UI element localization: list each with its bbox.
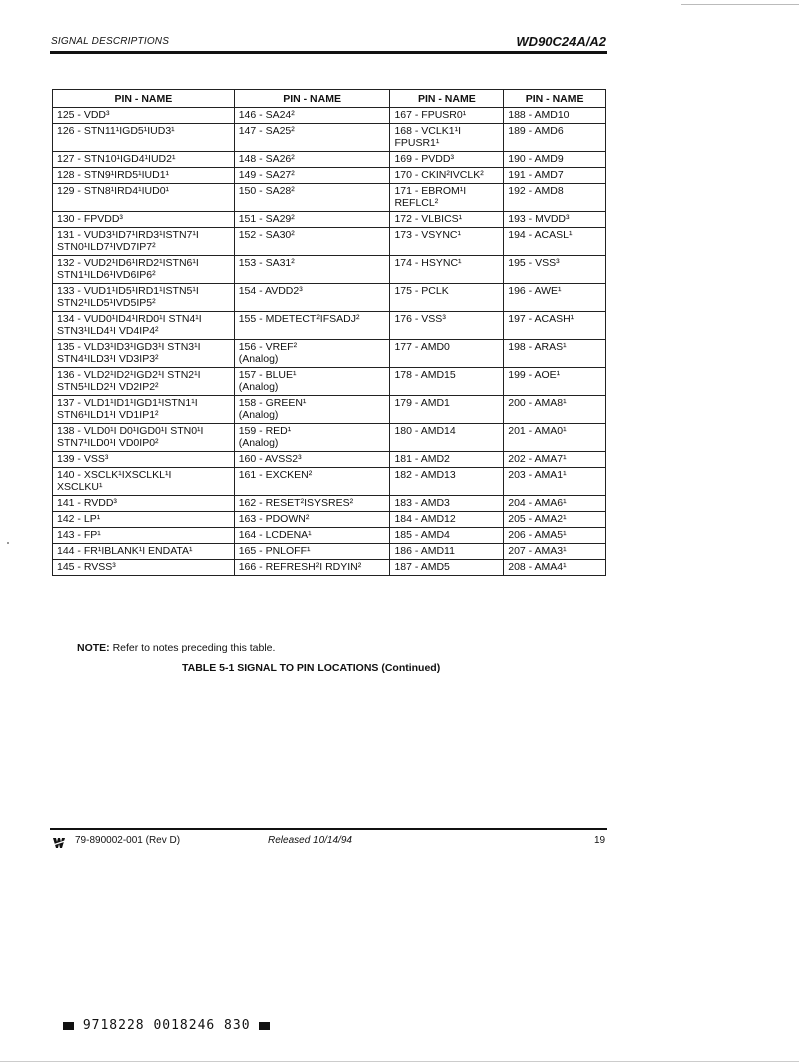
scan-artifact-line — [681, 4, 799, 5]
pin-cell: 127 - STN10¹IGD4¹IUD2¹ — [53, 152, 235, 168]
pin-cell: 156 - VREF² (Analog) — [234, 340, 390, 368]
barcode-text: 9718228 0018246 830 — [82, 1018, 251, 1033]
company-logo-icon — [52, 836, 66, 850]
pin-cell: 179 - AMD1 — [390, 396, 504, 424]
pin-cell: 190 - AMD9 — [504, 152, 606, 168]
pin-cell: 187 - AMD5 — [390, 560, 504, 576]
note-label: NOTE: — [77, 642, 110, 654]
pin-cell: 128 - STN9¹IRD5¹IUD1¹ — [53, 168, 235, 184]
pin-cell: 163 - PDOWN² — [234, 512, 390, 528]
pin-cell: 125 - VDD³ — [53, 108, 235, 124]
pin-cell: 182 - AMD13 — [390, 468, 504, 496]
pin-cell: 158 - GREEN¹ (Analog) — [234, 396, 390, 424]
pin-cell: 162 - RESET²ISYSRES² — [234, 496, 390, 512]
table-row — [53, 452, 606, 468]
pin-cell: 198 - ARAS¹ — [504, 340, 606, 368]
pin-cell: 175 - PCLK — [390, 284, 504, 312]
table-row — [53, 108, 606, 124]
pin-cell: 135 - VLD3¹ID3¹IGD3¹I STN3¹I STN4¹ILD3¹I VD3IP3² — [53, 340, 235, 368]
pin-table — [52, 89, 606, 576]
pin-cell: 152 - SA30² — [234, 228, 390, 256]
pin-cell: 149 - SA27² — [234, 168, 390, 184]
product-name: WD90C24A/A2 — [516, 34, 606, 49]
table-row — [53, 512, 606, 528]
pin-cell: 134 - VUD0¹ID4¹IRD0¹I STN4¹I STN3¹ILD4¹I VD4IP4² — [53, 312, 235, 340]
pin-cell: 188 - AMD10 — [504, 108, 606, 124]
pin-cell: 174 - HSYNC¹ — [390, 256, 504, 284]
barcode-line — [63, 1018, 270, 1033]
barcode-block-right — [259, 1022, 270, 1030]
pin-cell: 194 - ACASL¹ — [504, 228, 606, 256]
pin-cell: 171 - EBROM¹I REFLCL² — [390, 184, 504, 212]
pin-cell: 199 - AOE¹ — [504, 368, 606, 396]
table-row — [53, 496, 606, 512]
pin-cell: 141 - RVDD³ — [53, 496, 235, 512]
table-row — [53, 424, 606, 452]
pin-cell: 164 - LCDENA¹ — [234, 528, 390, 544]
pin-cell: 144 - FR¹IBLANK¹I ENDATA¹ — [53, 544, 235, 560]
pin-cell: 202 - AMA7¹ — [504, 452, 606, 468]
pin-table-body — [53, 108, 606, 576]
pin-cell: 148 - SA26² — [234, 152, 390, 168]
table-row — [53, 212, 606, 228]
column-header: PIN - NAME — [390, 90, 504, 108]
pin-cell: 167 - FPUSR0¹ — [390, 108, 504, 124]
pin-cell: 157 - BLUE¹ (Analog) — [234, 368, 390, 396]
pin-cell: 192 - AMD8 — [504, 184, 606, 212]
header-rule — [50, 51, 607, 54]
pin-cell: 136 - VLD2¹ID2¹IGD2¹I STN2¹I STN5¹ILD2¹I VD2IP2² — [53, 368, 235, 396]
pin-cell: 155 - MDETECT²IFSADJ² — [234, 312, 390, 340]
pin-cell: 173 - VSYNC¹ — [390, 228, 504, 256]
pin-cell: 147 - SA25² — [234, 124, 390, 152]
pin-cell: 172 - VLBICS¹ — [390, 212, 504, 228]
pin-cell: 143 - FP¹ — [53, 528, 235, 544]
pin-cell: 197 - ACASH¹ — [504, 312, 606, 340]
table-row — [53, 396, 606, 424]
pin-cell: 150 - SA28² — [234, 184, 390, 212]
pin-cell: 178 - AMD15 — [390, 368, 504, 396]
pin-cell: 151 - SA29² — [234, 212, 390, 228]
pin-cell: 154 - AVDD2³ — [234, 284, 390, 312]
pin-cell: 132 - VUD2¹ID6¹IRD2¹ISTN6¹I STN1¹ILD6¹IVD6IP6² — [53, 256, 235, 284]
pin-cell: 131 - VUD3¹ID7¹IRD3¹ISTN7¹I STN0¹ILD7¹IVD7IP7² — [53, 228, 235, 256]
pin-cell: 137 - VLD1¹ID1¹IGD1¹ISTN1¹I STN6¹ILD1¹I VD1IP1² — [53, 396, 235, 424]
pin-cell: 200 - AMA8¹ — [504, 396, 606, 424]
pin-cell: 189 - AMD6 — [504, 124, 606, 152]
table-row — [53, 284, 606, 312]
table-note — [77, 642, 275, 654]
pin-cell: 130 - FPVDD³ — [53, 212, 235, 228]
table-row — [53, 368, 606, 396]
pin-cell: 191 - AMD7 — [504, 168, 606, 184]
release-date: Released 10/14/94 — [268, 835, 352, 846]
pin-cell: 145 - RVSS³ — [53, 560, 235, 576]
scan-artifact-line — [0, 1061, 799, 1062]
table-row — [53, 312, 606, 340]
table-row — [53, 168, 606, 184]
pin-cell: 170 - CKIN²IVCLK² — [390, 168, 504, 184]
table-row — [53, 560, 606, 576]
pin-cell: 133 - VUD1¹ID5¹IRD1¹ISTN5¹I STN2¹ILD5¹IVD5IP5² — [53, 284, 235, 312]
table-row — [53, 468, 606, 496]
pin-cell: 138 - VLD0¹I D0¹IGD0¹I STN0¹I STN7¹ILD0¹I VD0IP0² — [53, 424, 235, 452]
pin-cell: 165 - PNLOFF¹ — [234, 544, 390, 560]
pin-cell: 140 - XSCLK¹IXSCLKL¹I XSCLKU¹ — [53, 468, 235, 496]
column-header: PIN - NAME — [234, 90, 390, 108]
pin-cell: 201 - AMA0¹ — [504, 424, 606, 452]
table-row — [53, 228, 606, 256]
pin-cell: 180 - AMD14 — [390, 424, 504, 452]
pin-cell: 181 - AMD2 — [390, 452, 504, 468]
note-text: Refer to notes preceding this table. — [109, 642, 276, 654]
pin-cell: 203 - AMA1¹ — [504, 468, 606, 496]
pin-cell: 184 - AMD12 — [390, 512, 504, 528]
table-row — [53, 340, 606, 368]
pin-cell: 142 - LP¹ — [53, 512, 235, 528]
pin-cell: 160 - AVSS2³ — [234, 452, 390, 468]
document-number: 79-890002-001 (Rev D) — [75, 835, 181, 846]
column-header: PIN - NAME — [504, 90, 606, 108]
pin-cell: 195 - VSS³ — [504, 256, 606, 284]
pin-cell: 177 - AMD0 — [390, 340, 504, 368]
table-row — [53, 184, 606, 212]
pin-cell: 139 - VSS³ — [53, 452, 235, 468]
pin-cell: 161 - EXCKEN² — [234, 468, 390, 496]
pin-cell: 204 - AMA6¹ — [504, 496, 606, 512]
pin-cell: 166 - REFRESH²I RDYIN² — [234, 560, 390, 576]
pin-cell: 208 - AMA4¹ — [504, 560, 606, 576]
table-row — [53, 124, 606, 152]
pin-cell: 168 - VCLK1¹I FPUSR1¹ — [390, 124, 504, 152]
table-header-row — [53, 90, 606, 108]
pin-cell: 193 - MVDD³ — [504, 212, 606, 228]
pin-cell: 207 - AMA3¹ — [504, 544, 606, 560]
pin-cell: 169 - PVDD³ — [390, 152, 504, 168]
table-row — [53, 152, 606, 168]
pin-cell: 196 - AWE¹ — [504, 284, 606, 312]
barcode-block-left — [63, 1022, 74, 1030]
pin-cell: 146 - SA24² — [234, 108, 390, 124]
scan-speck — [7, 542, 9, 544]
pin-cell: 183 - AMD3 — [390, 496, 504, 512]
section-title: SIGNAL DESCRIPTIONS — [51, 36, 170, 47]
footer-rule — [50, 828, 607, 830]
pin-cell: 159 - RED¹ (Analog) — [234, 424, 390, 452]
table-row — [53, 528, 606, 544]
column-header: PIN - NAME — [53, 90, 235, 108]
table-row — [53, 256, 606, 284]
pin-cell: 186 - AMD11 — [390, 544, 504, 560]
pin-cell: 126 - STN11¹IGD5¹IUD3¹ — [53, 124, 235, 152]
table-row — [53, 544, 606, 560]
page-number: 19 — [594, 835, 606, 846]
pin-cell: 129 - STN8¹IRD4¹IUD0¹ — [53, 184, 235, 212]
pin-cell: 206 - AMA5¹ — [504, 528, 606, 544]
pin-cell: 176 - VSS³ — [390, 312, 504, 340]
pin-cell: 153 - SA31² — [234, 256, 390, 284]
pin-cell: 185 - AMD4 — [390, 528, 504, 544]
table-caption: TABLE 5-1 SIGNAL TO PIN LOCATIONS (Continued) — [182, 662, 441, 674]
pin-cell: 205 - AMA2¹ — [504, 512, 606, 528]
